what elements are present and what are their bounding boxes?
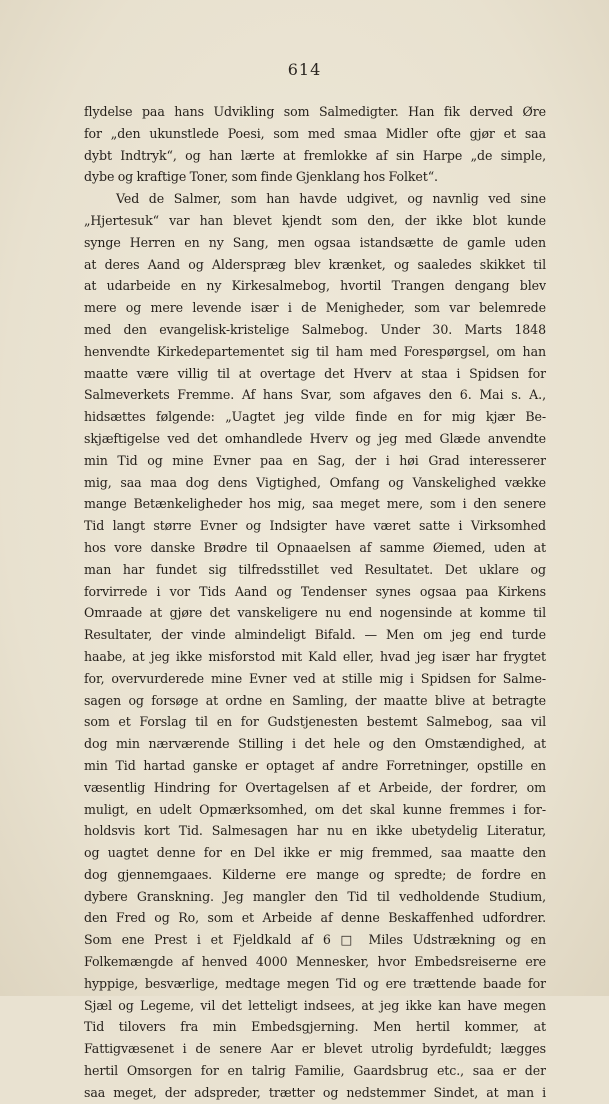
text-line: hertil Omsorgen for en talrig Familie, Gaardsbrug etc., saa er der bbox=[84, 1063, 546, 1079]
text-line: Sjæl og Legeme, vil det letteligt indsees, at jeg ikke kan have megen bbox=[84, 997, 546, 1013]
text-line: sagen og forsøge at ordne en Samling, der maatte blive at betragte bbox=[84, 692, 546, 708]
text-line: henvendte Kirkedepartementet sig til ham med Forespørgsel, om han bbox=[84, 343, 546, 359]
text-line: maatte være villig til at overtage det Hverv at staa i Spidsen for bbox=[84, 365, 546, 381]
text-line: og uagtet denne for en Del ikke er mig fremmed, saa maatte den bbox=[84, 845, 546, 861]
text-line: forvirrede i vor Tids Aand og Tendenser synes ogsaa paa Kirkens bbox=[84, 583, 546, 599]
text-line: „Hjertesuk“ var han blevet kjendt som den, der ikke blot kunde bbox=[84, 212, 546, 228]
text-line: mange Betænkeligheder hos mig, saa meget mere, som i den senere bbox=[84, 496, 546, 512]
text-line: dybt Indtryk“, og han lærte at fremlokke af sin Harpe „de simple, bbox=[84, 147, 546, 163]
text-line: min Tid og mine Evner paa en Sag, der i høi Grad interesserer bbox=[84, 452, 546, 468]
page-number: 614 bbox=[287, 60, 322, 79]
text-line: at deres Aand og Alderspræg blev krænket, og saaledes skikket til bbox=[84, 256, 546, 272]
text-line: dybere Granskning. Jeg mangler den Tid til vedholdende Studium, bbox=[84, 888, 546, 904]
text-line: som et Forslag til en for Gudstjenesten bestemt Salmebog, saa vil bbox=[84, 714, 546, 730]
text-line: haabe, at jeg ikke misforstod mit Kald eller, hvad jeg især har frygtet bbox=[84, 648, 546, 664]
text-line: man har fundet sig tilfredsstillet ved Resultatet. Det uklare og bbox=[84, 561, 546, 577]
text-line: Ved de Salmer, som han havde udgivet, og navnlig ved sine bbox=[116, 191, 546, 207]
text-line: dybe og kraftige Toner, som finde Gjenklang hos Folket“. bbox=[84, 169, 438, 185]
text-line: dog gjennemgaaes. Kilderne ere mange og spredte; de fordre en bbox=[84, 866, 546, 882]
text-line: for, overvurderede mine Evner ved at stille mig i Spidsen for Salme- bbox=[84, 670, 546, 686]
text-line: for „den ukunstlede Poesi, som med smaa Midler ofte gjør et saa bbox=[84, 125, 546, 141]
text-line: hos vore danske Brødre til Opnaaelsen af samme Øiemed, uden at bbox=[84, 539, 546, 555]
text-line: Resultater, der vinde almindeligt Bifald. — Men om jeg end turde bbox=[84, 627, 546, 643]
text-line: hidsættes følgende: „Uagtet jeg vilde finde en for mig kjær Be- bbox=[84, 409, 546, 425]
text-line: muligt, en udelt Opmærksomhed, om det skal kunne fremmes i for- bbox=[84, 801, 546, 817]
text-line: mig, saa maa dog dens Vigtighed, Omfang og Vanskelighed vække bbox=[84, 474, 546, 490]
text-line: dog min nærværende Stilling i det hele og den Omstændighed, at bbox=[84, 736, 546, 752]
text-line: hyppige, besværlige, medtage megen Tid og ere trættende baade for bbox=[84, 975, 546, 991]
text-line: skjæftigelse ved det omhandlede Hverv og jeg med Glæde anvendte bbox=[84, 430, 546, 446]
text-line: saa meget, der adspreder, trætter og nedstemmer Sindet, at man i bbox=[84, 1084, 546, 1100]
text-line: Tid langt større Evner og Indsigter have været satte i Virksomhed bbox=[84, 518, 546, 534]
text-line: flydelse paa hans Udvikling som Salmedigter. Han fik derved Øre bbox=[84, 104, 546, 119]
text-line: holdsvis kort Tid. Salmesagen har nu en ikke ubetydelig Literatur, bbox=[84, 823, 546, 839]
text-line: væsentlig Hindring for Overtagelsen af et Arbeide, der fordrer, om bbox=[84, 779, 546, 795]
text-line: med den evangelisk-kristelige Salmebog. Under 30. Marts 1848 bbox=[84, 321, 546, 337]
text-line: Omraade at gjøre det vanskeligere nu end nogensinde at komme til bbox=[84, 605, 546, 621]
text-line: min Tid hartad ganske er optaget af andre Forretninger, opstille en bbox=[84, 757, 546, 773]
text-line: Fattigvæsenet i de senere Aar er blevet utrolig byrdefuldt; lægges bbox=[84, 1041, 546, 1057]
text-line: Folkemængde af henved 4000 Mennesker, hvor Embedsreiserne ere bbox=[84, 954, 546, 970]
text-line: Tid tilovers fra min Embedsgjerning. Men hertil kommer, at bbox=[84, 1019, 546, 1035]
text-line: Som ene Prest i et Fjeldkald af 6 □ Miles Udstrækning og en bbox=[84, 932, 546, 948]
body-text bbox=[84, 101, 546, 1104]
text-line: at udarbeide en ny Kirkesalmebog, hvortil Trangen dengang blev bbox=[84, 278, 546, 294]
text-line: mere og mere levende især i de Menigheder, som var belemrede bbox=[84, 300, 546, 316]
text-line: Salmeverkets Fremme. Af hans Svar, som afgaves den 6. Mai s. A., bbox=[84, 387, 546, 403]
text-line: den Fred og Ro, som et Arbeide af denne Beskaffenhed udfordrer. bbox=[84, 910, 546, 926]
text-line: synge Herren en ny Sang, men ogsaa istandsætte de gamle uden bbox=[84, 234, 546, 250]
